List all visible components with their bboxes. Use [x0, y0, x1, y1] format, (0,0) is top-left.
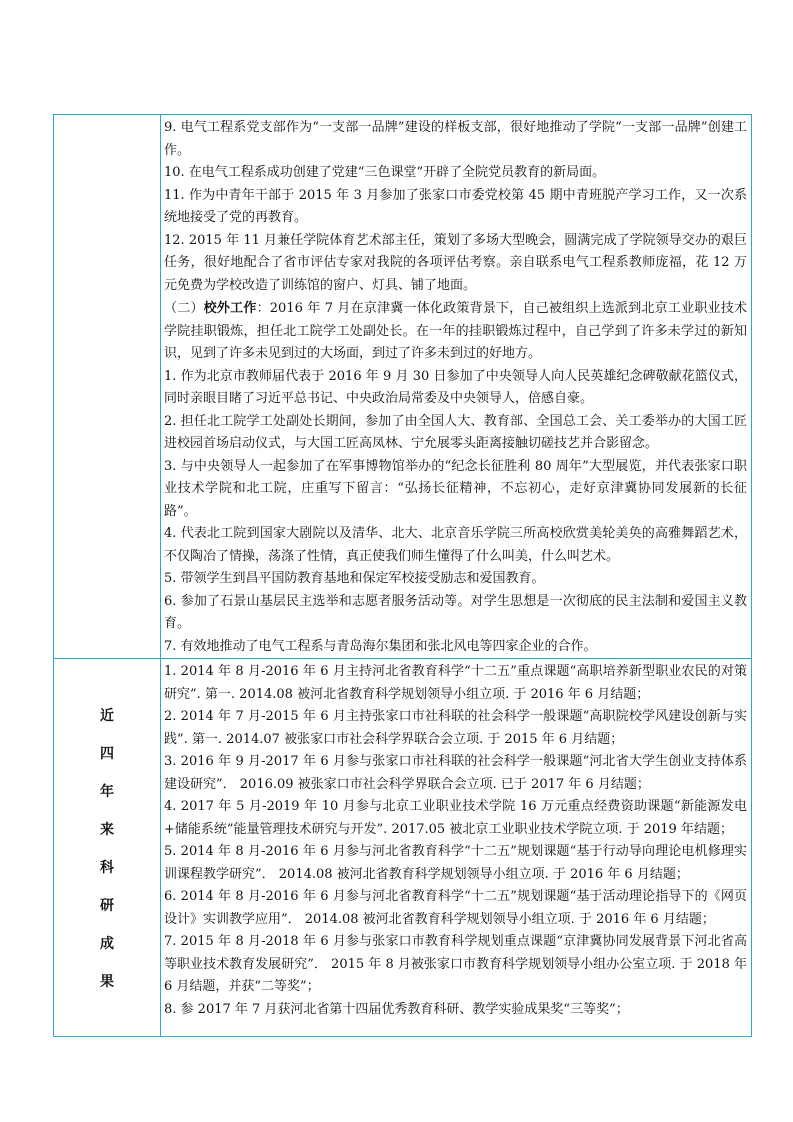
label-char: 来: [100, 822, 114, 838]
list-item: 9. 电气工程系党支部作为“一支部一品牌”建设的样板支部，很好地推动了学院“一支部一品牌”创建工作。: [164, 120, 747, 158]
list-item: 10. 在电气工程系成功创建了党建“三色课堂”开辟了全院党员教育的新局面。: [164, 165, 606, 180]
list-item: 1. 作为北京市教师届代表于 2016 年 9 月 30 日参加了中央领导人向人民英雄纪念碑敬献花篮仪式，同时亲眼目睹了习近平总书记、中央政治局常委及中央领导人，倍感自豪。: [164, 368, 747, 406]
list-item: 2. 担任北工院学工处副处长期间，参加了由全国人大、教育部、全国总工会、关工委举办的大国工匠进校园首场启动仪式，与大国工匠高凤林、宁允展零头距离接触切磋技艺并合影留念。: [164, 413, 747, 451]
label-char: 年: [100, 784, 114, 800]
label-char: 果: [100, 974, 114, 990]
list-item: 1. 2014 年 8 月-2016 年 6 月主持河北省教育科学“十二五”重点课题“高职培养新型职业农民的对策研究”. 第一. 2014.08 被河北省教育科学规划领导小组立项. 于 2016 年 6 月结题；: [164, 664, 747, 702]
row-label-empty: [54, 115, 161, 659]
list-item: 7. 2015 年 8 月-2018 年 6 月参与张家口市教育科学规划重点课题“京津冀协同发展背景下河北省高等职业技术教育发展研究”． 2015 年 8 月被张家口市教育科学规划领导小组办公室立项. 于 2018 年 6 月结题，并获“二等奖”；: [164, 934, 747, 994]
list-item: 5. 2014 年 8 月-2016 年 6 月参与河北省教育科学“十二五”规划课题“基于行动导向理论电机修理实训课程教学研究”． 2014.08 被河北省教育科学规划领导小组立项. 于 2016 年 6 月结题；: [164, 844, 747, 882]
list-item: 6. 2014 年 8 月-2016 年 6 月参与河北省教育科学“十二五”规划课题“基于活动理论指导下的《网页设计》实训教学应用”． 2014.08 被河北省教育科学规划领导小组立项. 于 2016 年 6 月结题；: [164, 889, 747, 927]
list-item: 5. 带领学生到昌平国防教育基地和保定军校接受励志和爱国教育。: [164, 571, 545, 586]
list-item: 6. 参加了石景山基层民主选举和志愿者服务活动等。对学生思想是一次彻底的民主法制和爱国主义教育。: [164, 593, 747, 631]
section-intro: ：2016 年 7 月在京津冀一体化政策背景下，自己被组织上选派到北京工业职业技术学院挂职锻炼，担任北工院学工处副处长。在一年的挂职锻炼过程中，自己学到了许多未学过的新知识，见到了许多未见到过的大场面，到过了许多未到过的好地方。: [164, 301, 747, 361]
list-item: 8. 参 2017 年 7 月获河北省第十四届优秀教育科研、教学实验成果奖“三等奖”；: [164, 1001, 629, 1017]
label-char: 近: [100, 708, 114, 724]
label-char: 成: [100, 936, 114, 952]
list-item: 3. 2016 年 9 月-2017 年 6 月参与张家口市社科联的社会科学一般课题“河北省大学生创业支持体系建设研究”． 2016.09 被张家口市社会科学界联合会立项. 已于 2017 年 6 月结题；: [164, 754, 747, 792]
party-work-content: [161, 115, 752, 659]
list-item: 4. 代表北工院到国家大剧院以及清华、北大、北京音乐学院三所高校欣赏美轮美奂的高雅舞蹈艺术，不仅陶冶了情操，荡涤了性情，真正使我们师生懂得了什么叫美，什么叫艺术。: [164, 526, 747, 564]
off-campus-heading-paragraph: [164, 298, 747, 366]
table-row-research: [54, 659, 752, 1037]
list-item: 4. 2017 年 5 月-2019 年 10 月参与北京工业职业技术学院 16 万元重点经费资助课题“新能源发电+储能系统”能量管理技术研究与开发”. 2017.05 被北京工业职业技术学院立项. 于 2019 年结题；: [164, 799, 747, 837]
table-row-party-work: [54, 115, 752, 659]
list-item: 11. 作为中青年干部于 2015 年 3 月参加了张家口市委党校第 45 期中青班脱产学习工作，又一次系统地接受了党的再教育。: [164, 187, 747, 225]
research-label-cell: [54, 659, 161, 1037]
label-char: 四: [100, 746, 114, 762]
list-item: 2. 2014 年 7 月-2015 年 6 月主持张家口市社科联的社会科学一般课题“高职院校学风建设创新与实践”. 第一. 2014.07 被张家口市社会科学界联合会立项. 于 2015 年 6 月结题；: [164, 709, 747, 747]
list-item: 12. 2015 年 11 月兼任学院体育艺术部主任，策划了多场大型晚会，圆满完成了学院领导交办的艰巨任务，很好地配合了省市评估专家对我院的各项评估考察。亲自联系电气工程系教师庞福，花 12 万元免费为学校改造了训练馆的窗户、灯具、铺了地面。: [164, 232, 747, 293]
label-char: 研: [100, 898, 114, 914]
label-char: 科: [100, 860, 114, 876]
section-number: （二）: [164, 301, 204, 316]
section-heading: 校外工作: [203, 301, 257, 316]
list-item: 3. 与中央领导人一起参加了在军事博物馆举办的“纪念长征胜利 80 周年”大型展览，并代表张家口职业技术学院和北工院，庄重写下留言：“弘扬长征精神，不忘初心，走好京津冀协同发展新的长征路”。: [164, 458, 747, 519]
list-item: 7. 有效地推动了电气工程系与青岛海尔集团和张北风电等四家企业的合作。: [164, 638, 597, 654]
research-content: [161, 659, 752, 1037]
resume-table: [53, 114, 752, 1037]
research-label: [100, 708, 114, 990]
